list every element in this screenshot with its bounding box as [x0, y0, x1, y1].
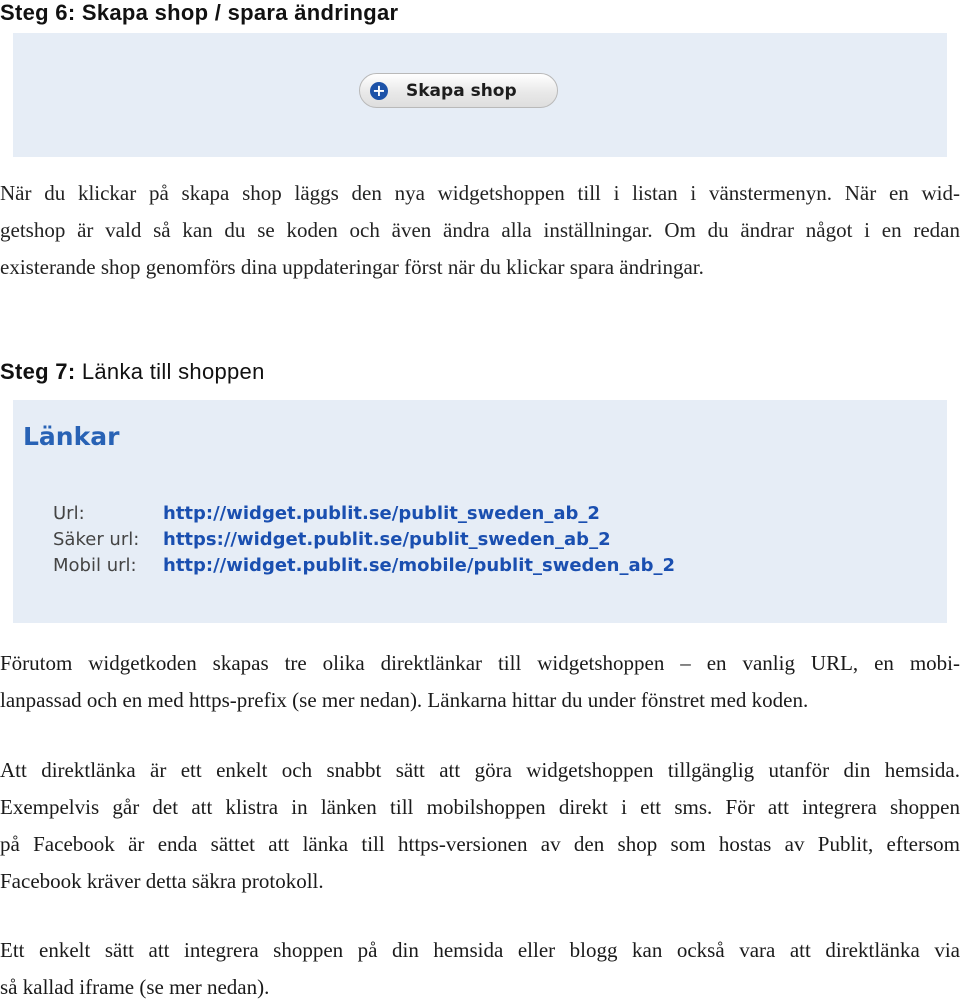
plus-circle-icon: +	[370, 82, 388, 100]
paragraph-line: Facebook kräver detta säkra protokoll.	[0, 869, 324, 893]
step6-heading: Steg 6: Skapa shop / spara ändringar	[0, 0, 399, 25]
widget-url-link[interactable]: http://widget.publit.se/publit_sweden_ab_2	[163, 503, 600, 524]
paragraph-line: existerande shop genomförs dina uppdateringar först när du klickar spara ändringar.	[0, 255, 704, 279]
skapa-shop-button-label: Skapa shop	[406, 80, 517, 101]
paragraph-line: Exempelvis går det att klistra in länken till mobilshoppen direkt i ett sms. För att integrera shoppen	[0, 795, 960, 819]
step7-heading-prefix: Steg 7:	[0, 359, 76, 384]
link-label: Säker url:	[53, 529, 140, 550]
mobile-url-link[interactable]: http://widget.publit.se/mobile/publit_sweden_ab_2	[163, 555, 676, 576]
paragraph-line: så kallad iframe (se mer nedan).	[0, 975, 270, 999]
lankar-title: Länkar	[23, 422, 120, 451]
paragraph-line: lanpassad och en med https-prefix (se mer nedan). Länkarna hittar du under fönstret med koden.	[0, 688, 809, 712]
link-row-mobile-url	[53, 555, 675, 576]
link-row-url	[53, 503, 600, 524]
link-row-secure-url	[53, 529, 611, 550]
step7-paragraph-1	[0, 645, 960, 719]
paragraph-line: Förutom widgetkoden skapas tre olika direktlänkar till widgetshoppen – en vanlig URL, en mobi-	[0, 651, 960, 675]
step7-heading-text: Länka till shoppen	[75, 359, 265, 384]
paragraph-line: Att direktlänka är ett enkelt och snabbt sätt att göra widgetshoppen tillgänglig utanför din hemsida.	[0, 758, 960, 782]
paragraph-line: getshop är vald så kan du se koden och även ändra alla inställningar. Om du ändrar något i en redan	[0, 218, 960, 242]
secure-url-link[interactable]: https://widget.publit.se/publit_sweden_ab_2	[163, 529, 611, 550]
step7-paragraph-2	[0, 752, 960, 900]
link-label: Url:	[53, 503, 85, 524]
skapa-shop-panel	[13, 33, 947, 157]
lankar-panel	[13, 400, 947, 623]
skapa-shop-button[interactable]	[359, 73, 558, 108]
link-label: Mobil url:	[53, 555, 137, 576]
step7-paragraph-3	[0, 932, 960, 1006]
paragraph-line: När du klickar på skapa shop läggs den nya widgetshoppen till i listan i vänstermenyn. När en wid-	[0, 181, 960, 205]
step7-heading	[0, 359, 265, 385]
paragraph-line: Ett enkelt sätt att integrera shoppen på din hemsida eller blogg kan också vara att direktlänka via	[0, 938, 960, 962]
paragraph-line: på Facebook är enda sättet att länka till https-versionen av den shop som hostas av Publit, eftersom	[0, 832, 960, 856]
step6-paragraph	[0, 175, 960, 286]
